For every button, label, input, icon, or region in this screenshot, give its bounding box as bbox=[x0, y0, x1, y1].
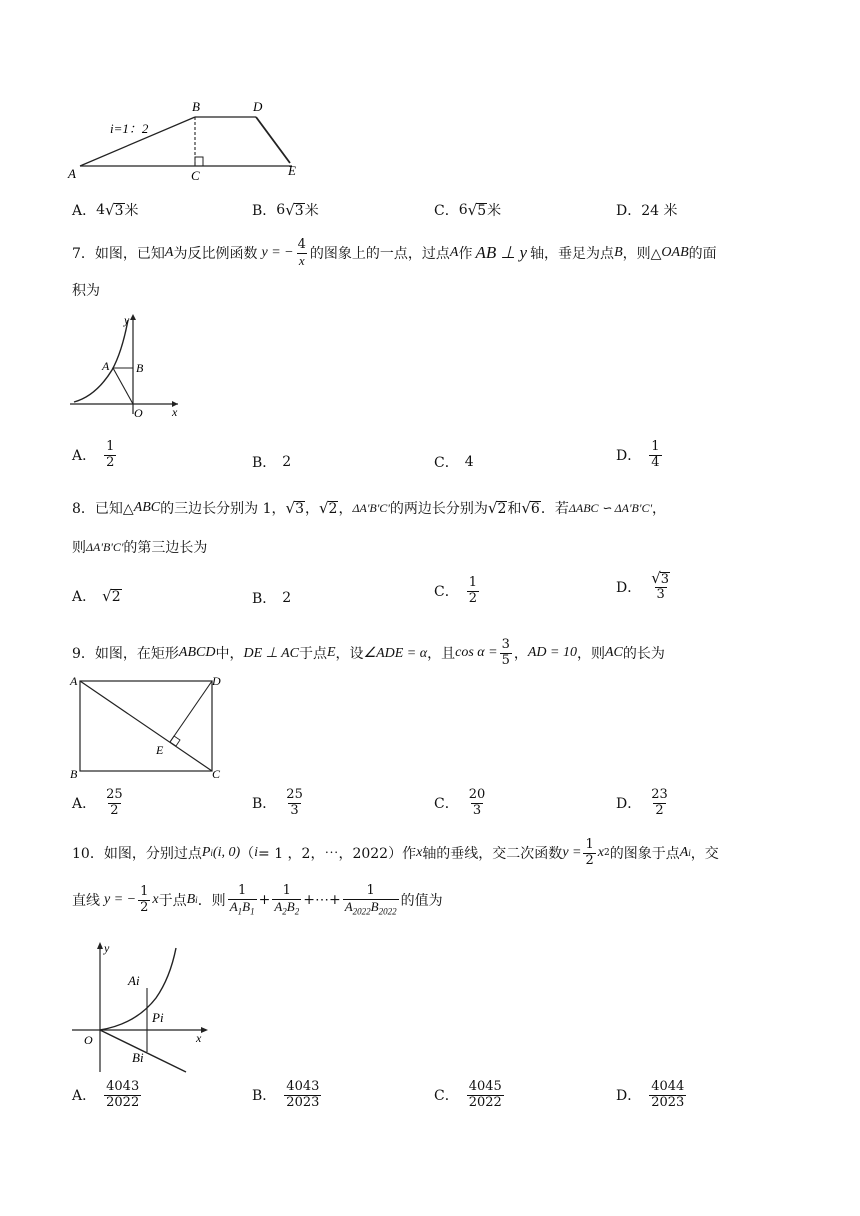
q10-stem: 10．如图，分别过点 P i (i, 0) （ i = 1 ，2，⋯，2022）作 x 轴的垂线，交二次函数 y = $\frac{1}{2}$ x 2 的图象于点 A i ，交 bbox=[72, 837, 719, 868]
point-label-A: A bbox=[102, 359, 110, 373]
q6-trapezoid-figure bbox=[60, 95, 310, 185]
fraction: $\frac{4043}{2023}$ bbox=[286, 1079, 320, 1110]
q7-option-b[interactable]: B． 2 bbox=[252, 454, 292, 471]
point-label-Bi: Bi bbox=[132, 1050, 144, 1065]
q8-option-b[interactable]: B． 2 bbox=[252, 590, 292, 607]
fraction: $\frac{25}{3}$ bbox=[286, 787, 303, 818]
point-label-E: E bbox=[156, 743, 164, 757]
point-label-C: C bbox=[212, 767, 221, 781]
q7-option-a[interactable]: A． $\frac{1}{2}$ bbox=[72, 439, 115, 470]
point-label-B: B bbox=[70, 767, 78, 781]
axis-label-x: x bbox=[172, 405, 178, 419]
sqrt: √ 3 bbox=[285, 201, 304, 219]
fraction: $\frac{4043}{2022}$ bbox=[106, 1079, 140, 1110]
point-label-B: B bbox=[192, 99, 200, 114]
q9-option-a[interactable]: A． $\frac{25}{2}$ bbox=[72, 787, 123, 818]
sqrt: √ 2 bbox=[487, 499, 507, 517]
q6-option-d[interactable]: D． 24 米 bbox=[616, 203, 678, 219]
axis-label-y: y bbox=[104, 941, 110, 955]
fraction: $\frac{1}{A_2B_2}$ bbox=[274, 883, 300, 917]
q7-hyperbola-figure bbox=[66, 310, 186, 420]
point-label-B: B bbox=[136, 361, 144, 375]
q7-stem: 7．如图，已知 A 为反比例函数 y = − $\frac{4}{x}$ 的图象上的一点，过点 A 作 AB ⊥ y 轴，垂足为点 B ，则△ OAB 的面 bbox=[72, 237, 717, 268]
q10-stem-line2: 直线 y = − $\frac{1}{2}$ x 于点 B i ．则 $\frac{1}{A_1B_1}$ + $\frac{1}{A_2B_2}$ +⋯+ $\frac{1}{A_{2022}B_{2022}}$ 的值为 bbox=[72, 883, 443, 917]
fraction: $\frac{1}{A_{2022}B_{2022}}$ bbox=[344, 883, 397, 917]
sqrt: √ 5 bbox=[467, 201, 487, 219]
q8-stem: 8．已知△ ABC 的三边长分别为 1， √ 3 ， √ 2 ， ΔA'B'C' 的两边长分别为 √ 2 和 √ 6 ．若 ΔABC ∽ ΔA'B'C' ， bbox=[72, 499, 667, 517]
q10-option-a[interactable]: A． $\frac{4043}{2022}$ bbox=[72, 1079, 140, 1110]
fraction: $\frac{4045}{2022}$ bbox=[468, 1079, 502, 1110]
origin-label: O bbox=[134, 406, 143, 420]
q8-option-d[interactable]: D． √ 3 3 bbox=[616, 570, 674, 603]
q9-stem: 9．如图，在矩形 ABCD 中， DE ⊥ AC 于点 E ，设 ∠ADE = α ，且 cos α = $\frac{3}{5}$ ， AD = 10 ，则 AC 的长为 bbox=[72, 637, 665, 668]
point-label-C: C bbox=[191, 168, 200, 183]
fraction: $\frac{1}{2}$ bbox=[468, 575, 477, 606]
fraction: $\frac{1}{2}$ bbox=[585, 837, 594, 868]
q10-parabola-figure bbox=[66, 938, 226, 1076]
q8-option-c[interactable]: C． $\frac{1}{2}$ bbox=[434, 575, 477, 606]
q10-option-b[interactable]: B． $\frac{4043}{2023}$ bbox=[252, 1079, 320, 1110]
fraction: √ 3 3 bbox=[651, 569, 670, 603]
q8-option-a[interactable]: A． √ 2 bbox=[72, 587, 121, 605]
fraction: $\frac{25}{2}$ bbox=[106, 787, 123, 818]
slope-label: i=1：2 bbox=[110, 121, 149, 136]
point-label-A: A bbox=[70, 674, 78, 688]
sqrt: √ 6 bbox=[521, 499, 540, 517]
fraction: $\frac{1}{4}$ bbox=[651, 439, 660, 470]
point-label-Ai: Ai bbox=[128, 973, 140, 988]
q10-option-d[interactable]: D． $\frac{4044}{2023}$ bbox=[616, 1079, 685, 1110]
point-label-Pi: Pi bbox=[152, 1010, 164, 1025]
fraction: $\frac{1}{A_1B_1}$ bbox=[229, 883, 255, 917]
fraction: $\frac{4}{x}$ bbox=[297, 237, 306, 268]
axis-label-y: y bbox=[124, 313, 130, 327]
sqrt: √ 2 bbox=[318, 499, 338, 517]
q7-option-c[interactable]: C． 4 bbox=[434, 454, 474, 471]
point-label-D: D bbox=[212, 674, 221, 688]
q6-option-c[interactable]: C． 6 √ 5 米 bbox=[434, 201, 502, 219]
sqrt: √ 3 bbox=[105, 201, 124, 219]
axis-label-x: x bbox=[196, 1031, 202, 1045]
q9-option-c[interactable]: C． $\frac{20}{3}$ bbox=[434, 787, 486, 818]
q6-option-b[interactable]: B． 6 √ 3 米 bbox=[252, 201, 319, 219]
fraction: $\frac{3}{5}$ bbox=[501, 637, 510, 668]
point-label-D: D bbox=[253, 99, 263, 114]
fraction: $\frac{4044}{2023}$ bbox=[651, 1079, 685, 1110]
q7-stem-line2: 积为 bbox=[72, 283, 100, 299]
sqrt: √ 2 bbox=[102, 587, 121, 605]
sqrt: √ 3 bbox=[285, 499, 304, 517]
point-label-E: E bbox=[288, 163, 296, 178]
q6-option-a[interactable]: A． 4 √ 3 米 bbox=[72, 201, 139, 219]
q9-option-d[interactable]: D． $\frac{23}{2}$ bbox=[616, 787, 668, 818]
q9-option-b[interactable]: B． $\frac{25}{3}$ bbox=[252, 787, 303, 818]
fraction: $\frac{1}{2}$ bbox=[140, 884, 149, 915]
fraction: $\frac{20}{3}$ bbox=[468, 787, 486, 818]
q10-option-c[interactable]: C． $\frac{4045}{2022}$ bbox=[434, 1079, 502, 1110]
q8-stem-line2: 则 ΔA'B'C' 的第三边长为 bbox=[72, 539, 208, 556]
q7-option-d[interactable]: D． $\frac{1}{4}$ bbox=[616, 439, 660, 470]
fraction: $\frac{1}{2}$ bbox=[106, 439, 115, 470]
q9-rectangle-figure bbox=[64, 672, 234, 784]
origin-label: O bbox=[84, 1033, 93, 1047]
point-label-A: A bbox=[68, 166, 76, 181]
fraction: $\frac{23}{2}$ bbox=[651, 787, 668, 818]
